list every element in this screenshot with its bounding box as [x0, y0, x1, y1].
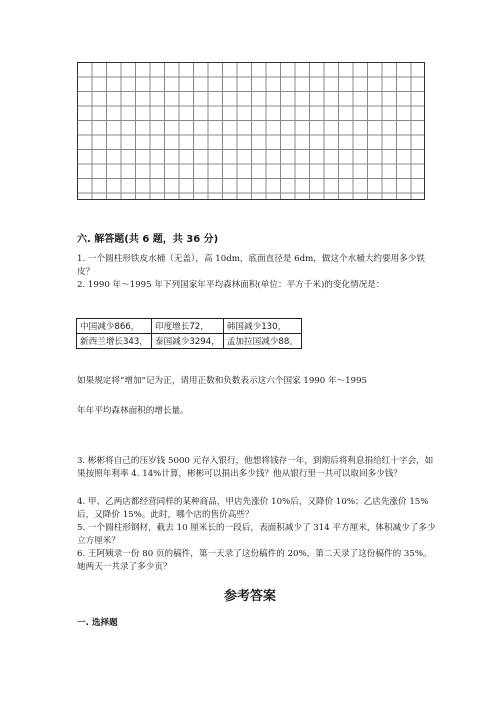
- question-4: 4. 甲、乙两店都经营同样的某种商品，甲店先涨价 10%后，又降价 10%；乙店先涨价 15%后，又降价 15%。此时，哪个店的售价高些？: [77, 497, 429, 520]
- question-1: 1. 一个圆柱形铁皮水桶（无盖），高 10dm，底面直径是 6dm，做这个水桶大约要用多少铁皮？: [77, 254, 425, 277]
- question-2: 2. 1990 年～1995 年下列国家年平均森林面积(单位：平方千米)的变化情况是：: [77, 280, 385, 290]
- writing-grid: [77, 62, 425, 200]
- table-cell: 孟加拉国减少88。: [223, 334, 301, 349]
- question-3: 3. 彬彬将自己的压岁钱 5000 元存入银行，他想将钱存一年，到期后将利息捐给红十字会，如果按照年利率 4. 14%计算，彬彬可以捐出多少钱？他从银行里一共可以取回多少钱？: [77, 456, 434, 479]
- answers-title: 参考答案: [223, 589, 276, 604]
- table-cell: 韩国减少130，: [223, 319, 301, 334]
- question-5: 5. 一个圆柱形钢材，截去 10 厘米长的一段后，表面积减少了 314 平方厘米，体积减少了多少立方厘米？: [77, 523, 436, 546]
- question-6: 6. 王阿姨录一份 80 页的稿件，第一天录了这份稿件的 20%，第二天录了这份稿件的 35%。她两天一共录了多少页？: [77, 549, 432, 572]
- table-cell: 中国减少866，: [77, 319, 152, 334]
- question-2-note-line-1: 如果规定将“增加”记为正，请用正数和负数表示这六个国家 1990 年～1995: [77, 376, 368, 386]
- table-cell: 泰国减少3294，: [151, 334, 223, 349]
- table-row: [77, 319, 302, 334]
- section-title: 六. 解答题(共 6 题，共 36 分): [77, 234, 219, 245]
- forest-area-table: [76, 318, 302, 349]
- table-row: [77, 334, 302, 349]
- question-2-note-line-2: 年年平均森林面积的增长量。: [77, 406, 189, 416]
- answers-sub-title: 一. 选择题: [77, 618, 118, 628]
- table-cell: 新西兰增长343，: [77, 334, 152, 349]
- table-cell: 印度增长72，: [151, 319, 223, 334]
